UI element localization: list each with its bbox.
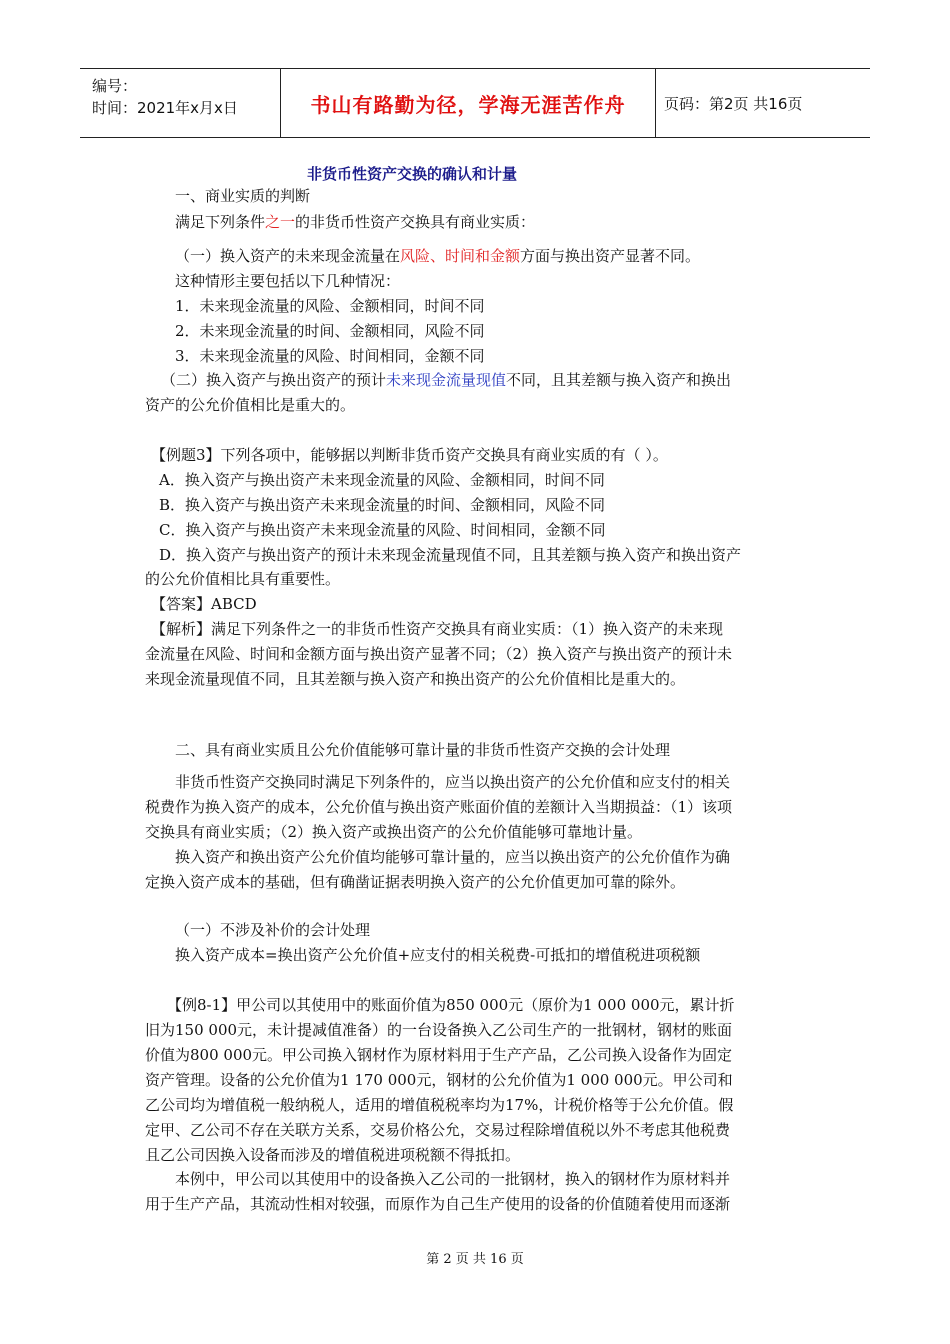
- example3-option-a: A．换入资产与换出资产未来现金流量的风险、金额相同，时间不同: [159, 471, 605, 489]
- example3-option-d-cont: 的公允价值相比具有重要性。: [145, 570, 341, 588]
- example3-explanation-3: 来现金流量现值不同，且其差额与换入资产和换出资产的公允价值相比是重大的。: [145, 670, 686, 688]
- page-info: 页码：第2页 共16页: [664, 94, 803, 113]
- section1-heading: 一、商业实质的判断: [175, 187, 311, 205]
- example81-line1: 【例8-1】甲公司以其使用中的账面价值为850 000元（原价为1 000 000元，累计折: [167, 996, 735, 1014]
- serial-label: 编号：: [92, 77, 138, 95]
- page-footer: 第 2 页 共 16 页: [426, 1252, 524, 1267]
- section1-intro: 满足下列条件之一的非货币性资产交换具有商业实质：: [175, 213, 536, 231]
- example3-question: 【例题3】下列各项中，能够据以判断非货币资产交换具有商业实质的有（ ）。: [151, 446, 668, 464]
- cost-formula: 换入资产成本=换出资产公允价值+应支付的相关税费-可抵扣的增值税进项税额: [175, 946, 701, 964]
- condition-2: （二）换入资产与换出资产的预计未来现金流量现值不同，且其差额与换入资产和换出: [161, 371, 732, 389]
- header-left: [80, 69, 280, 137]
- section2-para1-line2: 税费作为换入资产的成本，公允价值与换出资产账面价值的差额计入当期损益：（1）该项: [145, 798, 733, 816]
- case-1: 1．未来现金流量的风险、金额相同，时间不同: [175, 297, 485, 315]
- example3-answer: 【答案】ABCD: [151, 595, 257, 613]
- doc-title: 非货币性资产交换的确认和计量: [307, 165, 518, 183]
- example81-line5: 乙公司均为增值税一般纳税人，适用的增值税税率均为17%，计税价格等于公允价值。假: [145, 1096, 734, 1114]
- condition-1: （一）换入资产的未来现金流量在风险、时间和金额方面与换出资产显著不同。: [175, 247, 701, 265]
- page-header: [80, 68, 870, 138]
- section2-para1: 非货币性资产交换同时满足下列条件的，应当以换出资产的公允价值和应支付的相关: [175, 773, 731, 791]
- section2-para1-line3: 交换具有商业实质；（2）换入资产或换出资产的公允价值能够可靠地计量。: [145, 823, 643, 841]
- cases-intro: 这种情形主要包括以下几种情况：: [175, 272, 401, 290]
- case-3: 3．未来现金流量的风险、时间相同，金额不同: [175, 347, 485, 365]
- motto: 书山有路勤为径，学海无涯苦作舟: [280, 69, 656, 137]
- example81-line4: 资产管理。设备的公允价值为1 170 000元，钢材的公允价值为1 000 000元。甲公司和: [145, 1071, 733, 1089]
- section2-heading: 二、具有商业实质且公允价值能够可靠计量的非货币性资产交换的会计处理: [175, 741, 671, 759]
- example3-explanation: 【解析】满足下列条件之一的非货币性资产交换具有商业实质：（1）换入资产的未来现: [151, 620, 724, 638]
- example3-option-d: D．换入资产与换出资产的预计未来现金流量现值不同，且其差额与换入资产和换出资产: [159, 546, 742, 564]
- section2-para2: 换入资产和换出资产公允价值均能够可靠计量的，应当以换出资产的公允价值作为确: [175, 848, 731, 866]
- example81-line6: 定甲、乙公司不存在关联方关系，交易价格公允，交易过程除增值税以外不考虑其他税费: [145, 1121, 731, 1139]
- date-label: 时间：2021年x月x日: [92, 99, 238, 117]
- example3-option-c: C．换入资产与换出资产未来现金流量的风险、时间相同，金额不同: [159, 521, 606, 539]
- subsection1-heading: （一）不涉及补价的会计处理: [175, 921, 371, 939]
- example81-line9: 用于生产产品，其流动性相对较强，而原作为自己生产使用的设备的价值随着使用而逐渐: [145, 1195, 731, 1213]
- condition-2-cont: 资产的公允价值相比是重大的。: [145, 396, 356, 414]
- example3-option-b: B．换入资产与换出资产未来现金流量的时间、金额相同，风险不同: [159, 496, 606, 514]
- example3-explanation-2: 金流量在风险、时间和金额方面与换出资产显著不同；（2）换入资产与换出资产的预计未: [145, 645, 733, 663]
- case-2: 2．未来现金流量的时间、金额相同，风险不同: [175, 322, 485, 340]
- section2-para2-line2: 定换入资产成本的基础，但有确凿证据表明换入资产的公允价值更加可靠的除外。: [145, 873, 686, 891]
- example81-line8: 本例中，甲公司以其使用中的设备换入乙公司的一批钢材，换入的钢材作为原材料并: [175, 1170, 731, 1188]
- example81-line2: 旧为150 000元，未计提减值准备）的一台设备换入乙公司生产的一批钢材，钢材的账面: [145, 1021, 733, 1039]
- example81-line7: 且乙公司因换入设备而涉及的增值税进项税额不得抵扣。: [145, 1146, 521, 1164]
- example81-line3: 价值为800 000元。甲公司换入钢材作为原材料用于生产产品，乙公司换入设备作为固定: [145, 1046, 733, 1064]
